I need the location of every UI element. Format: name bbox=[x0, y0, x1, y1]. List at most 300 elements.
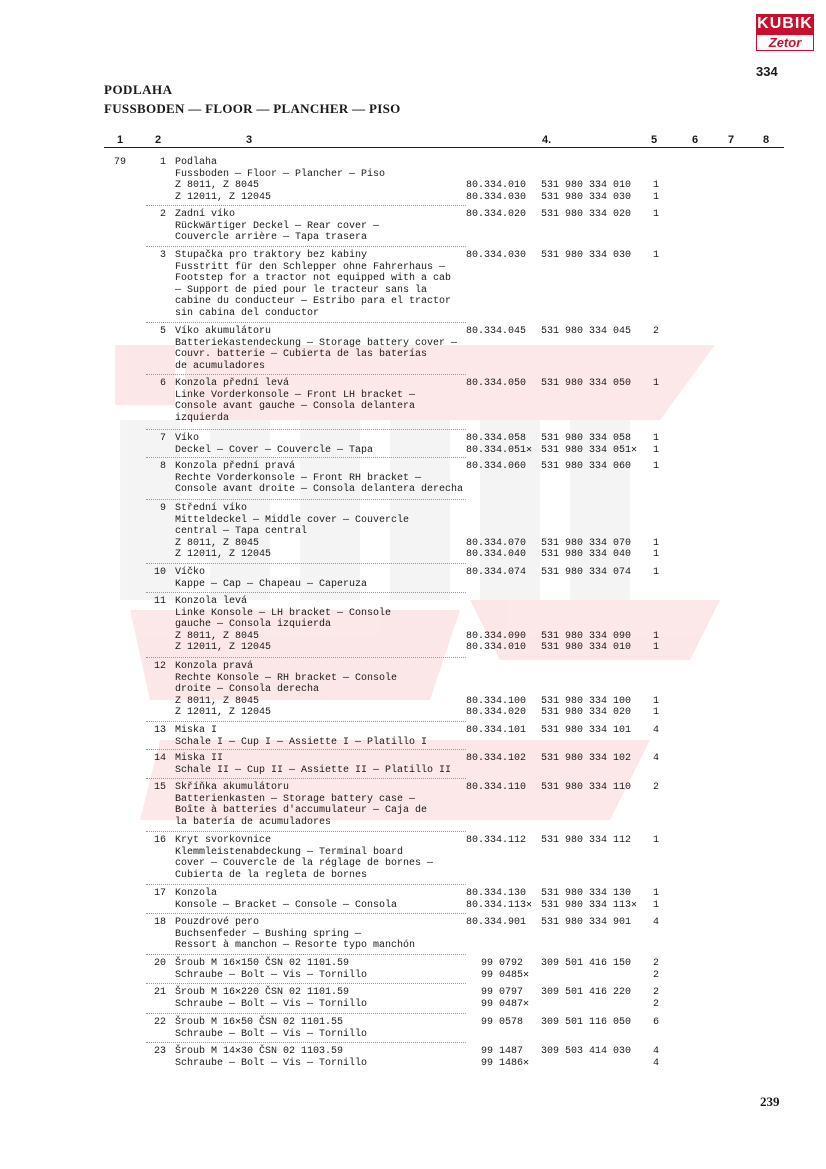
part-description bbox=[175, 250, 465, 319]
part-reference bbox=[466, 835, 538, 847]
part-code bbox=[541, 461, 641, 473]
part-description bbox=[175, 888, 465, 911]
position-number: 16 bbox=[153, 835, 166, 846]
part-description-line: Schraube — Bolt — Vis — Tornillo bbox=[175, 1057, 368, 1069]
position-number: 15 bbox=[153, 782, 166, 793]
part-description-line: Kryt svorkovnice bbox=[175, 835, 272, 846]
part-description bbox=[175, 917, 465, 952]
part-description bbox=[175, 378, 465, 424]
part-description-line: Konsole — Bracket — Console — Consola bbox=[175, 899, 398, 911]
part-code-line bbox=[541, 970, 641, 982]
row-separator bbox=[146, 884, 466, 885]
part-reference-line bbox=[466, 503, 538, 515]
part-description-line: sin cabina del conductor bbox=[175, 307, 320, 319]
part-reference-line bbox=[466, 515, 538, 527]
part-quantity bbox=[649, 1046, 663, 1069]
part-quantity bbox=[649, 835, 663, 847]
row-separator bbox=[146, 983, 466, 984]
row-separator bbox=[146, 246, 466, 247]
part-description-line: Schraube — Bolt — Vis — Tornillo bbox=[175, 1028, 368, 1040]
part-reference-line: 99 0792 bbox=[481, 958, 524, 969]
part-description-line: Z 12011, Z 12045 bbox=[175, 707, 272, 718]
part-description-line: Miska II bbox=[175, 753, 224, 764]
part-code bbox=[541, 596, 641, 654]
part-code-line bbox=[541, 169, 641, 181]
part-quantity-line: 1 bbox=[652, 888, 659, 899]
part-description-line: Z 8011, Z 8045 bbox=[175, 695, 260, 707]
part-code-line bbox=[541, 661, 641, 673]
part-reference-line bbox=[466, 673, 538, 685]
part-reference-line: 99 0487✕ bbox=[481, 998, 530, 1010]
position-number: 14 bbox=[153, 753, 166, 764]
position-number: 13 bbox=[153, 725, 166, 736]
part-code-line: 531 980 334 901 bbox=[541, 917, 632, 928]
part-code bbox=[541, 753, 641, 765]
part-description-line: Console avant gauche — Consola delantera bbox=[175, 401, 416, 412]
col-header-5: 5 bbox=[651, 134, 658, 146]
logo-sub: Zetor bbox=[756, 34, 814, 51]
part-quantity-line bbox=[649, 157, 663, 169]
part-reference-line: 80.334.113✕ bbox=[466, 899, 533, 911]
part-reference-line bbox=[466, 661, 538, 673]
part-code-line: 531 980 334 010 bbox=[541, 180, 632, 191]
part-description bbox=[175, 782, 465, 828]
part-code-line bbox=[541, 157, 641, 169]
row-separator bbox=[146, 563, 466, 564]
part-code bbox=[541, 987, 641, 1010]
part-reference-line: 80.334.112 bbox=[466, 835, 527, 846]
part-description-line: Z 8011, Z 8045 bbox=[175, 180, 260, 191]
part-quantity-line bbox=[649, 596, 663, 608]
part-quantity-line: 2 bbox=[652, 782, 659, 793]
part-code-line bbox=[541, 999, 641, 1011]
part-description-line: Linke Konsole — LH bracket — Console bbox=[175, 607, 392, 619]
part-code-line: 531 980 334 110 bbox=[541, 782, 632, 793]
part-description-line: Šroub M 16✕220 ČSN 02 1101.59 bbox=[175, 987, 350, 998]
part-description-line: de acumuladores bbox=[175, 360, 266, 372]
row-separator bbox=[146, 205, 466, 206]
part-quantity bbox=[649, 250, 663, 262]
part-reference bbox=[481, 1017, 543, 1029]
section-code: 334 bbox=[756, 64, 778, 79]
part-reference bbox=[466, 888, 538, 911]
part-code bbox=[541, 958, 641, 981]
part-code-line bbox=[541, 608, 641, 620]
position-number: 5 bbox=[159, 326, 166, 337]
part-description-line: Couvercle arrière — Tapa trasera bbox=[175, 232, 368, 243]
part-reference-line bbox=[466, 526, 538, 538]
part-code-line: 309 501 416 220 bbox=[541, 987, 632, 998]
row-separator bbox=[146, 954, 466, 955]
part-reference-line: 80.334.040 bbox=[466, 549, 527, 560]
part-reference-line: 80.334.901 bbox=[466, 917, 527, 928]
part-description bbox=[175, 157, 465, 203]
part-code bbox=[541, 835, 641, 847]
part-code-line bbox=[541, 596, 641, 608]
page-subtitle: FUSSBODEN — FLOOR — PLANCHER — PISO bbox=[104, 101, 401, 116]
part-description-line: Fusstritt für den Schlepper ohne Fahrerhaus — bbox=[175, 261, 446, 273]
part-reference-line bbox=[466, 596, 538, 608]
part-description-line: Boîte à batteries d'accumulateur — Caja de bbox=[175, 805, 428, 816]
part-quantity-line: 2 bbox=[652, 969, 659, 981]
part-quantity bbox=[649, 661, 663, 719]
part-quantity-line: 2 bbox=[652, 987, 659, 998]
part-reference-line: 80.334.070 bbox=[466, 537, 527, 549]
part-reference-line: 80.334.102 bbox=[466, 753, 527, 764]
part-description-line: Couvr. batterie — Cubierta de las baterías bbox=[175, 349, 428, 360]
part-description bbox=[175, 209, 465, 244]
part-reference-line: 80.334.060 bbox=[466, 461, 527, 472]
part-description-line: gauche — Consola izquierda bbox=[175, 619, 332, 630]
part-description-line: Mitteldeckel — Middle cover — Couvercle bbox=[175, 514, 410, 526]
part-code-line: 309 503 414 030 bbox=[541, 1046, 632, 1057]
part-description-line: Batterienkasten — Storage battery case — bbox=[175, 793, 416, 805]
part-quantity bbox=[649, 157, 663, 203]
part-reference bbox=[466, 326, 538, 338]
part-description bbox=[175, 567, 465, 590]
row-separator bbox=[146, 457, 466, 458]
part-reference bbox=[466, 596, 538, 654]
part-code bbox=[541, 1017, 641, 1029]
part-quantity-line: 1 bbox=[652, 549, 659, 560]
part-description-line: Schale I — Cup I — Assiette I — Platillo I bbox=[175, 736, 428, 748]
part-quantity-line: 1 bbox=[652, 707, 659, 718]
part-reference-line bbox=[466, 157, 538, 169]
part-code-line: 531 980 334 070 bbox=[541, 537, 632, 549]
position-number: 18 bbox=[153, 917, 166, 928]
part-reference-line: 80.334.050 bbox=[466, 378, 527, 389]
col-header-4: 4. bbox=[542, 134, 552, 146]
part-reference-line: 80.334.058 bbox=[466, 433, 527, 444]
part-quantity-line bbox=[649, 608, 663, 620]
row-separator bbox=[146, 657, 466, 658]
position-number: 8 bbox=[159, 461, 166, 472]
part-code bbox=[541, 917, 641, 929]
position-number: 11 bbox=[153, 596, 166, 607]
part-quantity-line: 1 bbox=[652, 191, 659, 203]
part-quantity-line: 4 bbox=[652, 917, 659, 928]
part-reference-line: 99 0797 bbox=[481, 987, 524, 998]
part-code-line bbox=[541, 619, 641, 631]
part-description bbox=[175, 503, 465, 561]
part-reference-line: 80.334.090 bbox=[466, 630, 527, 642]
row-separator bbox=[146, 322, 466, 323]
part-reference bbox=[466, 433, 538, 456]
part-reference-line: 99 0578 bbox=[481, 1017, 524, 1028]
part-quantity-line: 4 bbox=[652, 753, 659, 764]
part-description bbox=[175, 835, 465, 881]
part-reference-line bbox=[466, 619, 538, 631]
part-description bbox=[175, 753, 465, 776]
part-description bbox=[175, 461, 465, 496]
part-quantity bbox=[649, 725, 663, 737]
part-description-line: Z 12011, Z 12045 bbox=[175, 642, 272, 653]
logo-text: KUBIK bbox=[757, 15, 813, 32]
part-code bbox=[541, 433, 641, 456]
part-quantity-line: 1 bbox=[652, 433, 659, 444]
part-reference-line: 80.334.051✕ bbox=[466, 444, 533, 456]
part-description-line: Konzola bbox=[175, 888, 218, 899]
part-description-line: Skříňka akumulátoru bbox=[175, 782, 290, 793]
part-quantity-line bbox=[649, 526, 663, 538]
position-number: 2 bbox=[159, 209, 166, 220]
part-quantity bbox=[649, 567, 663, 579]
part-quantity bbox=[649, 503, 663, 561]
part-quantity-line: 1 bbox=[652, 180, 659, 191]
part-reference bbox=[466, 725, 538, 737]
part-reference bbox=[466, 567, 538, 579]
part-quantity bbox=[649, 209, 663, 221]
col-header-1: 1 bbox=[117, 134, 124, 146]
position-number: 3 bbox=[159, 250, 166, 261]
part-quantity-line bbox=[649, 661, 663, 673]
part-code bbox=[541, 209, 641, 221]
part-description bbox=[175, 1046, 465, 1069]
row-separator bbox=[146, 749, 466, 750]
brand-logo bbox=[756, 14, 814, 51]
part-reference-line: 99 0485✕ bbox=[481, 969, 530, 981]
position-number: 1 bbox=[159, 157, 166, 168]
part-quantity-line: 1 bbox=[652, 461, 659, 472]
position-number: 23 bbox=[153, 1046, 166, 1057]
part-code-line: 531 980 334 050 bbox=[541, 378, 632, 389]
part-description-line: Console avant droite — Consola delantera derecha bbox=[175, 484, 464, 495]
part-code-line bbox=[541, 673, 641, 685]
col-header-8: 8 bbox=[763, 134, 770, 146]
part-quantity-line: 2 bbox=[652, 998, 659, 1010]
part-code bbox=[541, 567, 641, 579]
part-reference-line bbox=[466, 608, 538, 620]
part-code-line: 531 980 334 113✕ bbox=[541, 899, 638, 911]
part-code-line: 309 501 116 050 bbox=[541, 1017, 632, 1028]
part-quantity bbox=[649, 753, 663, 765]
part-reference bbox=[481, 987, 543, 1010]
part-code-line: 531 980 334 101 bbox=[541, 725, 632, 736]
position-number: 7 bbox=[159, 433, 166, 444]
position-number: 22 bbox=[153, 1017, 166, 1028]
col-header-2: 2 bbox=[155, 134, 162, 146]
part-quantity bbox=[649, 326, 663, 338]
row-separator bbox=[146, 592, 466, 593]
part-code-line bbox=[541, 526, 641, 538]
part-description-line: Schraube — Bolt — Vis — Tornillo bbox=[175, 969, 368, 981]
part-code bbox=[541, 326, 641, 338]
header-rule bbox=[104, 147, 784, 148]
part-quantity-line: 6 bbox=[652, 1017, 659, 1028]
col-header-7: 7 bbox=[728, 134, 735, 146]
part-description-line: Buchsenfeder — Bushing spring — bbox=[175, 928, 362, 940]
col-header-3: 3 bbox=[246, 134, 253, 146]
part-reference bbox=[466, 661, 538, 719]
part-description-line: droite — Consola derecha bbox=[175, 684, 320, 695]
part-code-line: 531 980 334 051✕ bbox=[541, 444, 638, 456]
part-description-line: Konzola levá bbox=[175, 596, 248, 607]
part-code-line bbox=[541, 684, 641, 696]
part-code-line: 531 980 334 130 bbox=[541, 888, 632, 899]
row-separator bbox=[146, 1042, 466, 1043]
part-quantity-line bbox=[649, 684, 663, 696]
part-description-line: cabine du conducteur — Estribo para el tractor bbox=[175, 296, 452, 307]
part-description-line: Rechte Konsole — RH bracket — Console bbox=[175, 672, 398, 684]
part-description bbox=[175, 661, 465, 719]
part-quantity-line bbox=[649, 673, 663, 685]
page-number: 239 bbox=[760, 1094, 780, 1109]
part-code bbox=[541, 661, 641, 719]
part-reference-line: 99 1486✕ bbox=[481, 1057, 530, 1069]
part-reference-line: 80.334.045 bbox=[466, 326, 527, 337]
part-description-line: Z 12011, Z 12045 bbox=[175, 549, 272, 560]
row-separator bbox=[146, 831, 466, 832]
part-reference-line: 99 1487 bbox=[481, 1046, 524, 1057]
part-quantity-line: 1 bbox=[652, 378, 659, 389]
part-reference-line: 80.334.110 bbox=[466, 782, 527, 793]
part-reference-line: 80.334.020 bbox=[466, 707, 527, 718]
position-number: 20 bbox=[153, 958, 166, 969]
part-description-line: Víko bbox=[175, 433, 200, 444]
part-code-line: 531 980 334 040 bbox=[541, 549, 632, 560]
part-description-line: Schraube — Bolt — Vis — Tornillo bbox=[175, 998, 368, 1010]
part-description-line: Batteriekastendeckung — Storage battery cover — bbox=[175, 337, 458, 349]
part-code bbox=[541, 782, 641, 794]
part-description-line: Šroub M 14✕30 ČSN 02 1103.59 bbox=[175, 1046, 344, 1057]
part-reference-line: 80.334.130 bbox=[466, 888, 527, 899]
part-quantity-line bbox=[649, 503, 663, 515]
part-description-line: Miska I bbox=[175, 725, 218, 736]
part-quantity bbox=[649, 461, 663, 473]
part-quantity-line: 1 bbox=[652, 537, 659, 549]
part-reference-line bbox=[466, 169, 538, 181]
part-code-line: 531 980 334 030 bbox=[541, 191, 632, 203]
part-code-line: 531 980 334 060 bbox=[541, 461, 632, 472]
part-quantity-line: 4 bbox=[652, 725, 659, 736]
part-reference-line: 80.334.030 bbox=[466, 191, 527, 203]
part-reference bbox=[466, 753, 538, 765]
part-quantity-line: 1 bbox=[652, 250, 659, 261]
part-quantity bbox=[649, 987, 663, 1010]
part-code-line: 531 980 334 074 bbox=[541, 567, 632, 578]
row-separator bbox=[146, 374, 466, 375]
part-code bbox=[541, 725, 641, 737]
part-description-line: Rückwärtiger Deckel — Rear cover — bbox=[175, 220, 380, 232]
part-quantity bbox=[649, 1017, 663, 1029]
part-code-line: 531 980 334 100 bbox=[541, 695, 632, 707]
part-reference-line: 80.334.030 bbox=[466, 250, 527, 261]
part-description-line: central — Tapa central bbox=[175, 526, 308, 537]
part-description-line: Šroub M 16✕50 ČSN 02 1101.55 bbox=[175, 1017, 344, 1028]
part-code-line: 531 980 334 020 bbox=[541, 707, 632, 718]
part-description-line: Rechte Vorderkonsole — Front RH bracket — bbox=[175, 472, 422, 484]
part-code bbox=[541, 888, 641, 911]
part-quantity-line bbox=[649, 169, 663, 181]
position-number: 6 bbox=[159, 378, 166, 389]
part-description-line: Kappe — Cap — Chapeau — Caperuza bbox=[175, 578, 368, 590]
part-description bbox=[175, 433, 465, 456]
part-code bbox=[541, 250, 641, 262]
part-description-line: Footstep for a tractor not equipped with a cab bbox=[175, 273, 452, 284]
position-number: 12 bbox=[153, 661, 166, 672]
part-description-line: Stupačka pro traktory bez kabiny bbox=[175, 250, 368, 261]
part-quantity-line: 1 bbox=[652, 630, 659, 642]
part-description-line: Konzola přední pravá bbox=[175, 461, 296, 472]
part-code bbox=[541, 503, 641, 561]
part-reference bbox=[481, 1046, 543, 1069]
part-reference-line: 80.334.101 bbox=[466, 725, 527, 736]
part-reference bbox=[481, 958, 543, 981]
part-description-line: — Support de pied pour le tracteur sans la bbox=[175, 284, 428, 296]
part-description-line: Cubierta de la regleta de bornes bbox=[175, 869, 368, 881]
position-number: 9 bbox=[159, 503, 166, 514]
part-quantity-line: 4 bbox=[652, 1057, 659, 1069]
part-code-line: 531 980 334 102 bbox=[541, 753, 632, 764]
part-code-line: 531 980 334 058 bbox=[541, 433, 632, 444]
part-reference bbox=[466, 503, 538, 561]
part-quantity-line: 2 bbox=[652, 326, 659, 337]
part-reference bbox=[466, 250, 538, 262]
part-quantity-line bbox=[649, 619, 663, 631]
part-description-line: Konzola přední levá bbox=[175, 378, 290, 389]
part-description bbox=[175, 596, 465, 654]
part-description bbox=[175, 958, 465, 981]
part-quantity bbox=[649, 958, 663, 981]
part-quantity-line: 2 bbox=[652, 958, 659, 969]
part-code-line bbox=[541, 503, 641, 515]
row-separator bbox=[146, 1013, 466, 1014]
part-description-line: Víčko bbox=[175, 567, 206, 578]
part-code-line: 531 980 334 010 bbox=[541, 642, 632, 653]
part-code-line bbox=[541, 1058, 641, 1070]
part-quantity-line: 1 bbox=[652, 899, 659, 911]
row-separator bbox=[146, 721, 466, 722]
part-description-line: Střední víko bbox=[175, 503, 248, 514]
position-number: 21 bbox=[153, 987, 166, 998]
part-reference bbox=[466, 917, 538, 929]
part-quantity-line: 1 bbox=[652, 642, 659, 653]
part-description-line: Podlaha bbox=[175, 157, 218, 168]
part-reference bbox=[466, 378, 538, 390]
part-quantity-line: 1 bbox=[652, 567, 659, 578]
part-code-line: 531 980 334 045 bbox=[541, 326, 632, 337]
col-header-6: 6 bbox=[692, 134, 699, 146]
part-code bbox=[541, 157, 641, 203]
part-description-line: Deckel — Cover — Couvercle — Tapa bbox=[175, 444, 374, 456]
part-code-line: 531 980 334 090 bbox=[541, 630, 632, 642]
part-description-line: Z 12011, Z 12045 bbox=[175, 191, 272, 203]
part-description-line: Z 8011, Z 8045 bbox=[175, 537, 260, 549]
part-quantity bbox=[649, 596, 663, 654]
part-quantity-line: 1 bbox=[652, 209, 659, 220]
part-description-line: Klemmleistenabdeckung — Terminal board bbox=[175, 846, 404, 858]
row-separator bbox=[146, 913, 466, 914]
row-separator bbox=[146, 778, 466, 779]
part-description-line: Ressort à manchon — Resorte typo manchón bbox=[175, 940, 416, 951]
part-quantity-line: 1 bbox=[652, 695, 659, 707]
part-reference-line: 80.334.020 bbox=[466, 209, 527, 220]
part-reference-line: 80.334.100 bbox=[466, 695, 527, 707]
position-number: 10 bbox=[153, 567, 166, 578]
part-description-line: Linke Vorderkonsole — Front LH bracket — bbox=[175, 389, 416, 401]
row-separator bbox=[146, 499, 466, 500]
part-reference-line: 80.334.010 bbox=[466, 642, 527, 653]
part-description-line: Z 8011, Z 8045 bbox=[175, 630, 260, 642]
part-code-line bbox=[541, 515, 641, 527]
part-reference bbox=[466, 157, 538, 203]
page-title: PODLAHA bbox=[104, 82, 173, 97]
part-reference bbox=[466, 782, 538, 794]
part-quantity bbox=[649, 888, 663, 911]
part-code bbox=[541, 378, 641, 390]
part-code bbox=[541, 1046, 641, 1069]
part-description-line: Zadní víko bbox=[175, 209, 236, 220]
